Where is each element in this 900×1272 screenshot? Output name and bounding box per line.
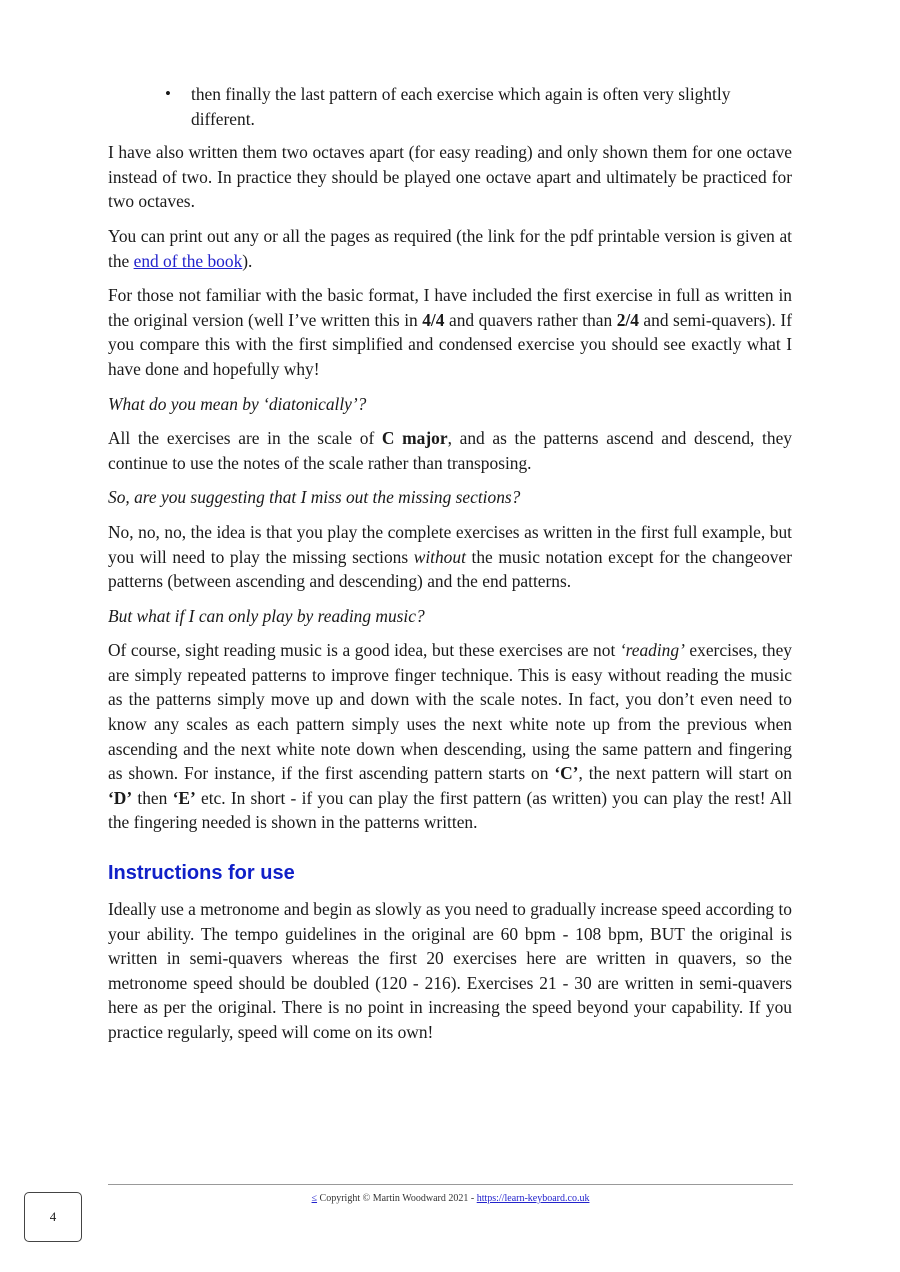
end-of-book-link[interactable]: end of the book	[133, 250, 243, 271]
emphasis: ‘reading’	[619, 640, 685, 661]
list-item-text: then finally the last pattern of each exercise which again is often very slightly different.	[191, 84, 731, 129]
question: So, are you suggesting that I miss out the missing sections?	[108, 487, 521, 508]
text-run: etc. In short - if you can play the first pattern (as written) you can play the rest! All the fingering needed is shown in the patterns written.	[108, 787, 792, 833]
paragraph	[108, 638, 792, 835]
text-run: ).	[242, 250, 253, 271]
website-link[interactable]: https://learn-keyboard.co.uk	[476, 1193, 590, 1204]
text-run: Of course, sight reading music is a good idea, but these exercises are not	[108, 640, 620, 661]
paragraph	[108, 426, 792, 475]
text-run: No, no, no, the idea is that you play the complete exercises as written in the first full example, but you will need to play the missing sections	[108, 521, 792, 567]
text-run: then	[132, 787, 173, 808]
text-run: All the exercises are in the scale of	[108, 428, 382, 449]
footer	[108, 1192, 793, 1206]
copyright-text: Copyright © Martin Woodward 2021 -	[319, 1193, 477, 1204]
question: But what if I can only play by reading music?	[108, 605, 425, 626]
paragraph	[108, 520, 792, 594]
time-signature: 2/4	[616, 309, 639, 330]
list-item	[165, 82, 742, 131]
emphasis: without	[413, 546, 466, 567]
note-name: ‘C’	[554, 763, 579, 784]
footer-divider	[108, 1184, 793, 1185]
text-run: exercises, they are simply repeated patterns to improve finger technique. This is easy without reading the music as the patterns simply move up and down with the scale notes. In fact, you don’t even need to know any scales as each pattern simply uses the next white note up from the previous when ascending and the next white note down when descending, using the same pattern and fingering as shown. For instance, if the first ascending pattern starts on	[108, 640, 792, 784]
text-run: , the next pattern will start on	[578, 763, 793, 784]
text-run: and semi-quavers). If you compare this with the first simplified and condensed exercise you should see exactly what I have done and hopefully why!	[108, 309, 792, 379]
text-run: You can print out any or all the pages as required (the link for the pdf printable version is given at the	[108, 225, 792, 271]
scale-name: C major	[381, 428, 448, 449]
text-run: the music notation except for the changeover patterns (between ascending and descending) and the end patterns.	[108, 546, 793, 592]
time-signature: 4/4	[422, 309, 445, 330]
text-run: For those not familiar with the basic format, I have included the first exercise in full as written in the original version (well I’ve written this in	[108, 285, 792, 330]
paragraph	[108, 224, 792, 273]
paragraph: I have also written them two octaves apart (for easy reading) and only shown them for one octave instead of two. In practice they should be played one octave apart and ultimately be practiced for two octaves.	[108, 142, 792, 212]
note-name: ‘D’	[108, 787, 133, 808]
question: What do you mean by ‘diatonically’?	[108, 393, 367, 414]
bullet-icon: •	[165, 84, 171, 103]
page-body	[108, 82, 792, 1055]
text-run: and quavers rather than	[444, 309, 617, 330]
paragraph	[108, 283, 792, 381]
back-link[interactable]: ≤	[311, 1193, 318, 1204]
paragraph: Ideally use a metronome and begin as slowly as you need to gradually increase speed according to your ability. The tempo guidelines in the original are 60 bpm - 108 bpm, BUT the original is written in semi-quavers whereas the first 20 exercises here are written in quavers, so the metronome speed should be doubled (120 - 216). Exercises 21 - 30 are written in semi-quavers here as per the original. There is no point in increasing the speed beyond your capability. If you practice regularly, speed will come on its own!	[108, 899, 792, 1042]
note-name: ‘E’	[172, 787, 196, 808]
page-number	[24, 1192, 82, 1242]
page-number-label: 4	[49, 1209, 57, 1224]
text-run: , and as the patterns ascend and descend, they continue to use the notes of the scale rather than transposing.	[108, 428, 792, 473]
section-heading: Instructions for use	[108, 862, 295, 885]
